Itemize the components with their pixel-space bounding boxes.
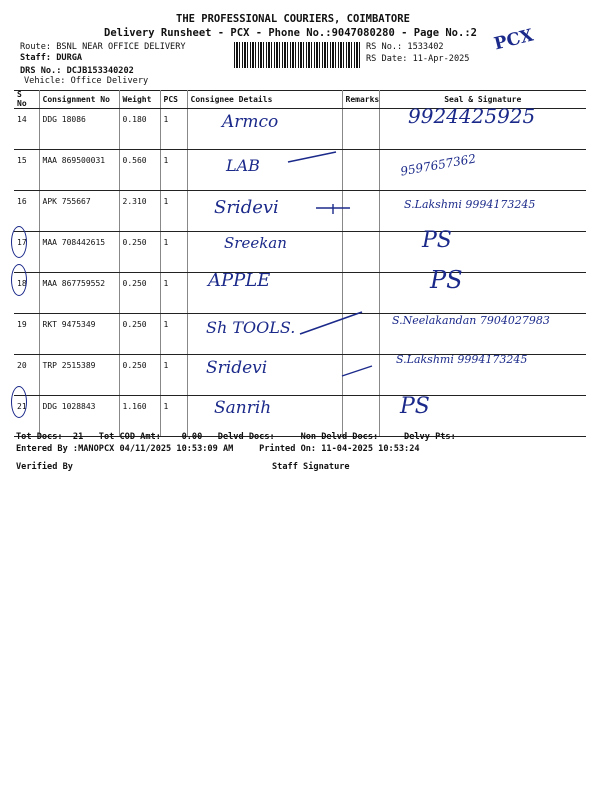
cell-pcs: 1	[160, 150, 187, 191]
cell-consignment: APK 755667	[39, 191, 119, 232]
cell-sno: 18	[14, 273, 39, 314]
sno-circle	[11, 264, 27, 296]
cell-pcs: 1	[160, 355, 187, 396]
cell-sno: 16	[14, 191, 39, 232]
col-seal: Seal & Signature	[379, 90, 586, 109]
totals-line: Tot Docs: 21 Tot COD Amt: 0.00 Delvd Docs: Non Delvd Docs: Delvy Pts:	[16, 432, 456, 442]
cell-weight: 2.310	[119, 191, 160, 232]
cell-weight: 0.560	[119, 150, 160, 191]
cell-pcs: 1	[160, 396, 187, 437]
handwritten-signature: PS	[400, 394, 430, 419]
cell-weight: 0.250	[119, 273, 160, 314]
drs-number: DRS No.: DCJB153340202	[20, 66, 134, 76]
cell-pcs: 1	[160, 191, 187, 232]
staff-label: Staff: DURGA	[20, 53, 83, 63]
sno-circle	[11, 386, 27, 418]
pcx-stamp: PCX	[492, 25, 536, 55]
cell-pcs: 1	[160, 314, 187, 355]
cell-sno: 21	[14, 396, 39, 437]
staff-signature-label: Staff Signature	[272, 462, 350, 472]
company-title: THE PROFESSIONAL COURIERS, COIMBATORE	[176, 13, 410, 25]
rs-number: RS No.: 1533402	[366, 42, 444, 52]
handwritten-signature: PS	[422, 228, 452, 253]
col-consignee: Consignee Details	[187, 90, 342, 109]
cell-pcs: 1	[160, 109, 187, 150]
handwritten-signature: 9597657362	[399, 151, 477, 179]
verified-by-label: Verified By	[16, 462, 73, 472]
handwritten-consignee: Armco	[222, 112, 279, 132]
pen-dash	[342, 366, 372, 376]
cell-consignment: DDG 18086	[39, 109, 119, 150]
col-remarks: Remarks	[342, 90, 379, 109]
handwritten-signature: S.Lakshmi 9994173245	[404, 198, 536, 211]
cell-weight: 1.160	[119, 396, 160, 437]
handwritten-signature: S.Lakshmi 9994173245	[396, 353, 528, 366]
cell-weight: 0.250	[119, 355, 160, 396]
handwritten-consignee: APPLE	[208, 270, 271, 291]
vehicle-label: Vehicle: Office Delivery	[24, 76, 149, 86]
handwritten-signature: S.Neelakandan 7904027983	[392, 314, 550, 327]
pen-dash	[288, 152, 336, 162]
cell-consignment: MAA 869500031	[39, 150, 119, 191]
handwritten-signature: 9924425925	[408, 104, 536, 128]
cell-sno: 15	[14, 150, 39, 191]
sno-circle	[11, 226, 27, 258]
handwritten-consignee: Sreekan	[224, 234, 287, 252]
runsheet-title: Delivery Runsheet - PCX - Phone No.:9047080280 - Page No.:2	[104, 27, 477, 39]
route-label: Route: BSNL NEAR OFFICE DELIVERY	[20, 42, 186, 52]
pen-dash	[300, 312, 362, 334]
handwritten-consignee: Sridevi	[206, 358, 268, 378]
col-consignment: Consignment No	[39, 90, 119, 109]
cell-consignment: DDG 1028843	[39, 396, 119, 437]
cell-weight: 0.250	[119, 314, 160, 355]
cell-pcs: 1	[160, 232, 187, 273]
handwritten-consignee: Sanrih	[214, 398, 272, 418]
pen-dash	[316, 204, 350, 214]
cell-weight: 0.180	[119, 109, 160, 150]
cell-sno: 14	[14, 109, 39, 150]
rs-date: RS Date: 11-Apr-2025	[366, 54, 470, 64]
handwritten-signature: PS	[430, 266, 463, 294]
col-weight: Weight	[119, 90, 160, 109]
cell-consignment: TRP 2515389	[39, 355, 119, 396]
handwritten-consignee: Sridevi	[214, 197, 279, 218]
col-sno: S No	[14, 90, 39, 109]
cell-sno: 20	[14, 355, 39, 396]
cell-consignment: RKT 9475349	[39, 314, 119, 355]
cell-consignment: MAA 867759552	[39, 273, 119, 314]
cell-sno: 19	[14, 314, 39, 355]
col-pcs: PCS	[160, 90, 187, 109]
handwritten-consignee: Sh TOOLS.	[206, 318, 296, 337]
entered-by-line: Entered By :MANOPCX 04/11/2025 10:53:09 AM Printed On: 11-04-2025 10:53:24	[16, 444, 420, 454]
cell-sno: 17	[14, 232, 39, 273]
handwritten-consignee: LAB	[226, 156, 260, 175]
cell-weight: 0.250	[119, 232, 160, 273]
cell-consignment: MAA 708442615	[39, 232, 119, 273]
cell-pcs: 1	[160, 273, 187, 314]
